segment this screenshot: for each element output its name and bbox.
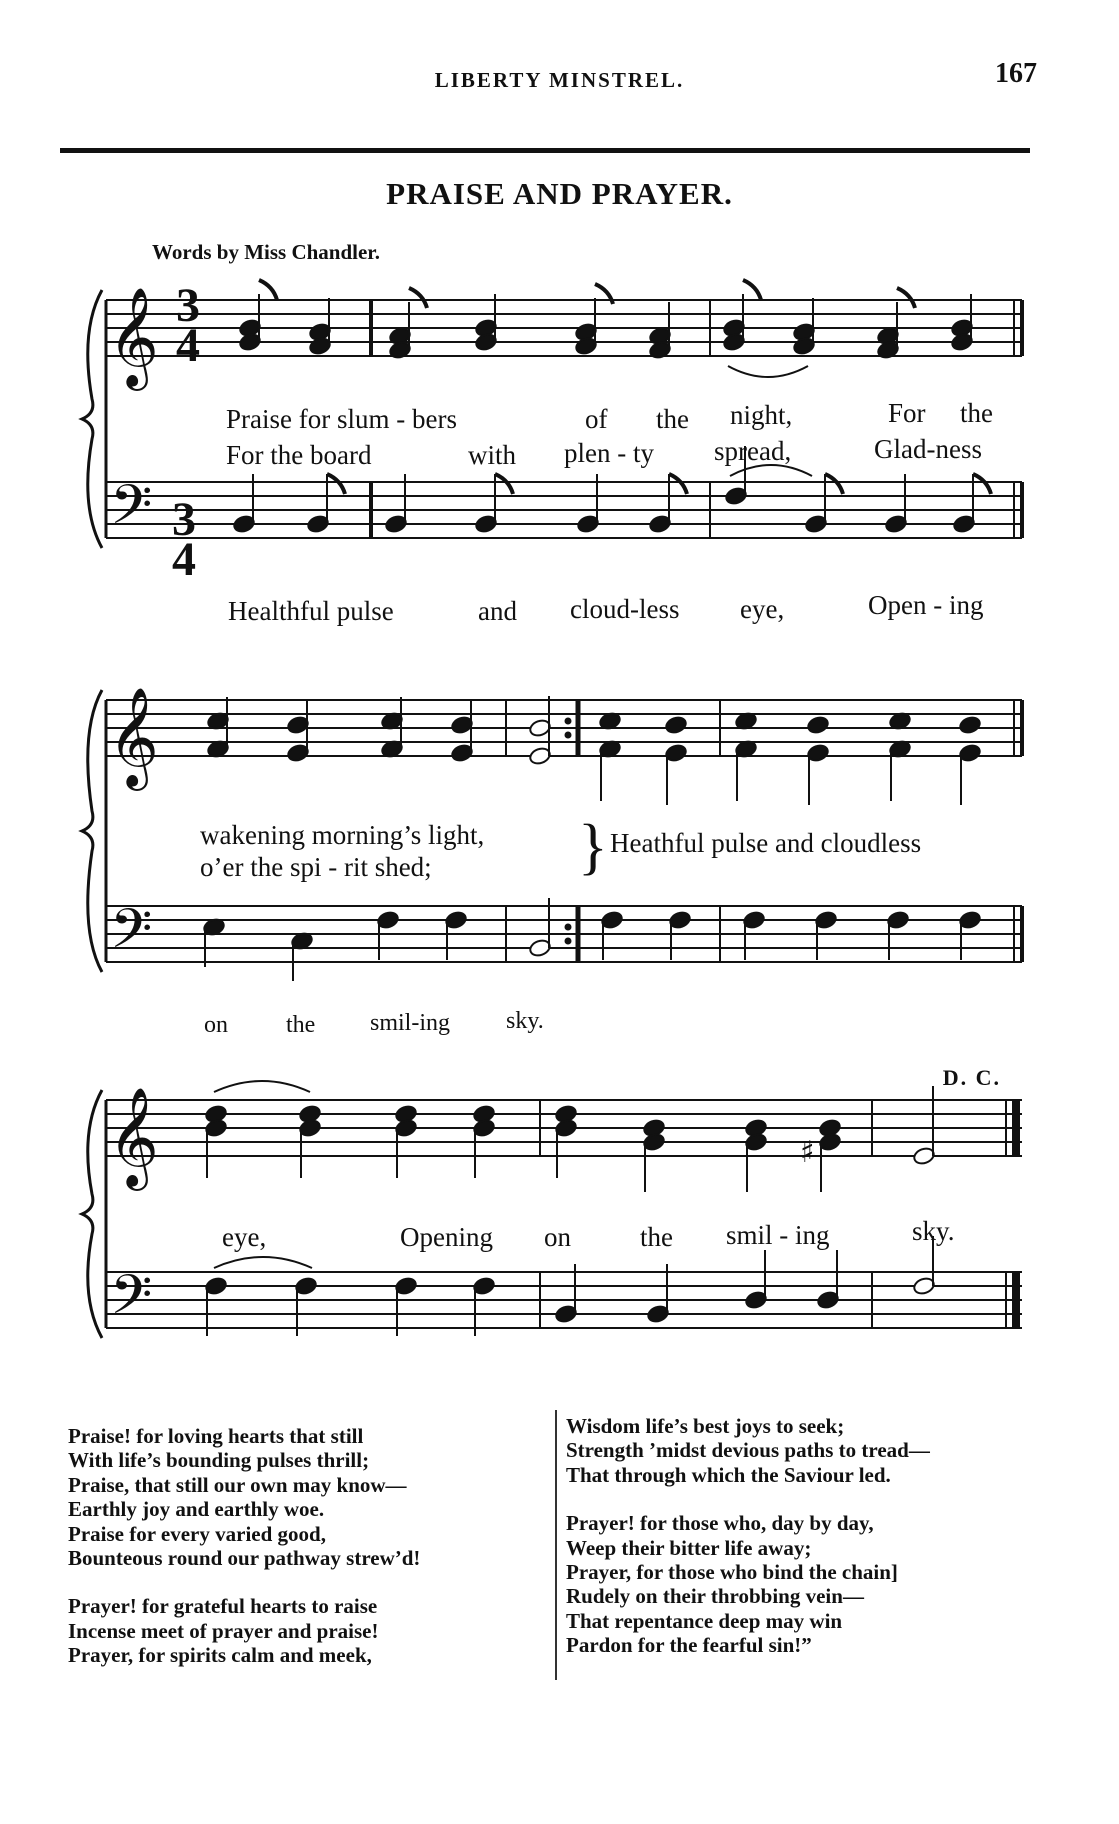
verse-line: Wisdom life’s best joys to seek; [566,1414,845,1438]
verse-spacer [566,1487,930,1511]
s2-bass-lyric-a: on [204,1012,228,1038]
s1-lyric1-d: night, [730,400,793,430]
s1-lyric1-c: the [656,404,689,434]
hymn-title: PRAISE AND PRAYER. [386,176,733,211]
s1-bass-lyric-c: cloud-less [570,594,680,624]
bass-clef-icon: 𝄢 [110,897,153,974]
treble-clef-icon: 𝄞 [108,287,159,387]
repeat-dot [565,938,572,945]
note-flag [327,474,345,494]
verse-spacer [68,1570,420,1594]
s1-lyric2-d: spread, [714,436,792,466]
s2-brace: } [578,813,608,881]
page-number: 167 [995,58,1037,89]
note-head [958,715,982,735]
verse-line: Praise for every varied good, [68,1521,326,1546]
s3-lyric-e: smil - ing [726,1220,830,1250]
verse-line: That repentance deep may win [566,1608,843,1633]
verse-line: Incense meet of prayer and praise! [68,1618,379,1643]
s3-lyric-d: the [640,1222,673,1252]
running-head-book-title: LIBERTY MINSTREL. [434,68,685,92]
s1-lyric1-f: the [960,398,993,428]
verse-line: That through which the Saviour led. [566,1462,891,1487]
note-flag [897,288,915,308]
bass-clef-icon: 𝄢 [110,473,153,550]
repeat-dot [565,732,572,739]
s1-lyric2-e: Glad-ness [874,434,982,464]
verse-line: With life’s bounding pulses thrill; [68,1448,370,1473]
s1-bass-lyric-a: Healthful pulse [228,596,394,626]
s2-lyric1: wakening morning’s light, [200,820,485,850]
bass-clef-icon: 𝄢 [110,1263,153,1340]
note-head [664,715,688,735]
verse-line: Weep their bitter life away; [566,1535,812,1560]
treble-time-signature: 3 4 [176,279,200,372]
tie-slur [214,1257,312,1268]
lyricist-credit: Words by Miss Chandler. [152,240,380,264]
s1-lyric2-a: For the board [226,440,372,470]
s1-bass-lyric-b: and [478,596,517,626]
s1-bass-lyric-e: Open - ing [868,590,984,620]
note-flag [669,474,687,494]
da-capo-mark: D. C. [942,1065,1001,1090]
treble-clef-icon: 𝄞 [108,687,159,787]
note-flag [973,474,991,494]
verse-line: Prayer! for those who, day by day, [566,1511,874,1536]
s3-lyric-c: on [544,1222,571,1252]
system-brace [82,690,102,972]
verse-column-divider [555,1410,557,1680]
tie-slur [728,366,808,377]
s1-bass-lyric-d: eye, [740,594,785,624]
verse-line: Pardon for the fearful sin!” [566,1633,812,1658]
tie-slur [214,1081,310,1092]
s3-lyric-f: sky. [912,1216,955,1246]
verse-line: Bounteous round our pathway strew’d! [68,1546,421,1571]
verse-line: Strength ’midst devious paths to tread— [566,1438,930,1463]
note-flag [259,280,277,300]
s1-lyric1-b: of [585,404,608,434]
repeat-dot [565,924,572,931]
verse-column-right [566,1414,930,1658]
s3-lyric-b: Opening [400,1222,493,1252]
note-head [806,715,830,735]
s2-lyric2: o’er the spi - rit shed; [200,852,432,882]
verse-line: Earthly joy and earthly woe. [68,1497,325,1522]
bass-time-signature: 3 4 [172,493,196,586]
s2-bass-lyric-c: smil-ing [370,1010,451,1036]
s1-lyric2-c: plen - ty [564,438,654,468]
s2-bass-lyric-b: the [286,1012,316,1038]
sharp-icon: ♯ [800,1135,815,1170]
verse-line: Rudely on their throbbing vein— [566,1584,864,1609]
s1-lyric1-a: Praise for slum - bers [226,404,457,434]
verse-line: Prayer, for those who bind the chain] [566,1560,898,1585]
s3-lyric-a: eye, [222,1222,267,1252]
s1-lyric2-b: with [468,440,517,470]
system-brace [82,1090,102,1338]
note-flag [495,474,513,494]
s2-bass-lyric-d: sky. [506,1008,544,1034]
repeat-dot [565,718,572,725]
verse-line: Praise, that still our own may know— [68,1472,407,1497]
system-brace [82,290,102,548]
verse-line: Prayer, for spirits calm and meek, [68,1643,372,1668]
verse-column-left [68,1424,420,1668]
verse-line: Praise! for loving hearts that still [68,1424,364,1448]
verse-line: Prayer! for grateful hearts to raise [68,1594,378,1619]
note-flag [409,288,427,308]
s2-lyric-right: Heathful pulse and cloudless [610,828,922,858]
note-flag [743,280,761,300]
note-flag [825,474,843,494]
s1-lyric1-e: For [888,398,926,428]
treble-clef-icon: 𝄞 [108,1087,159,1187]
